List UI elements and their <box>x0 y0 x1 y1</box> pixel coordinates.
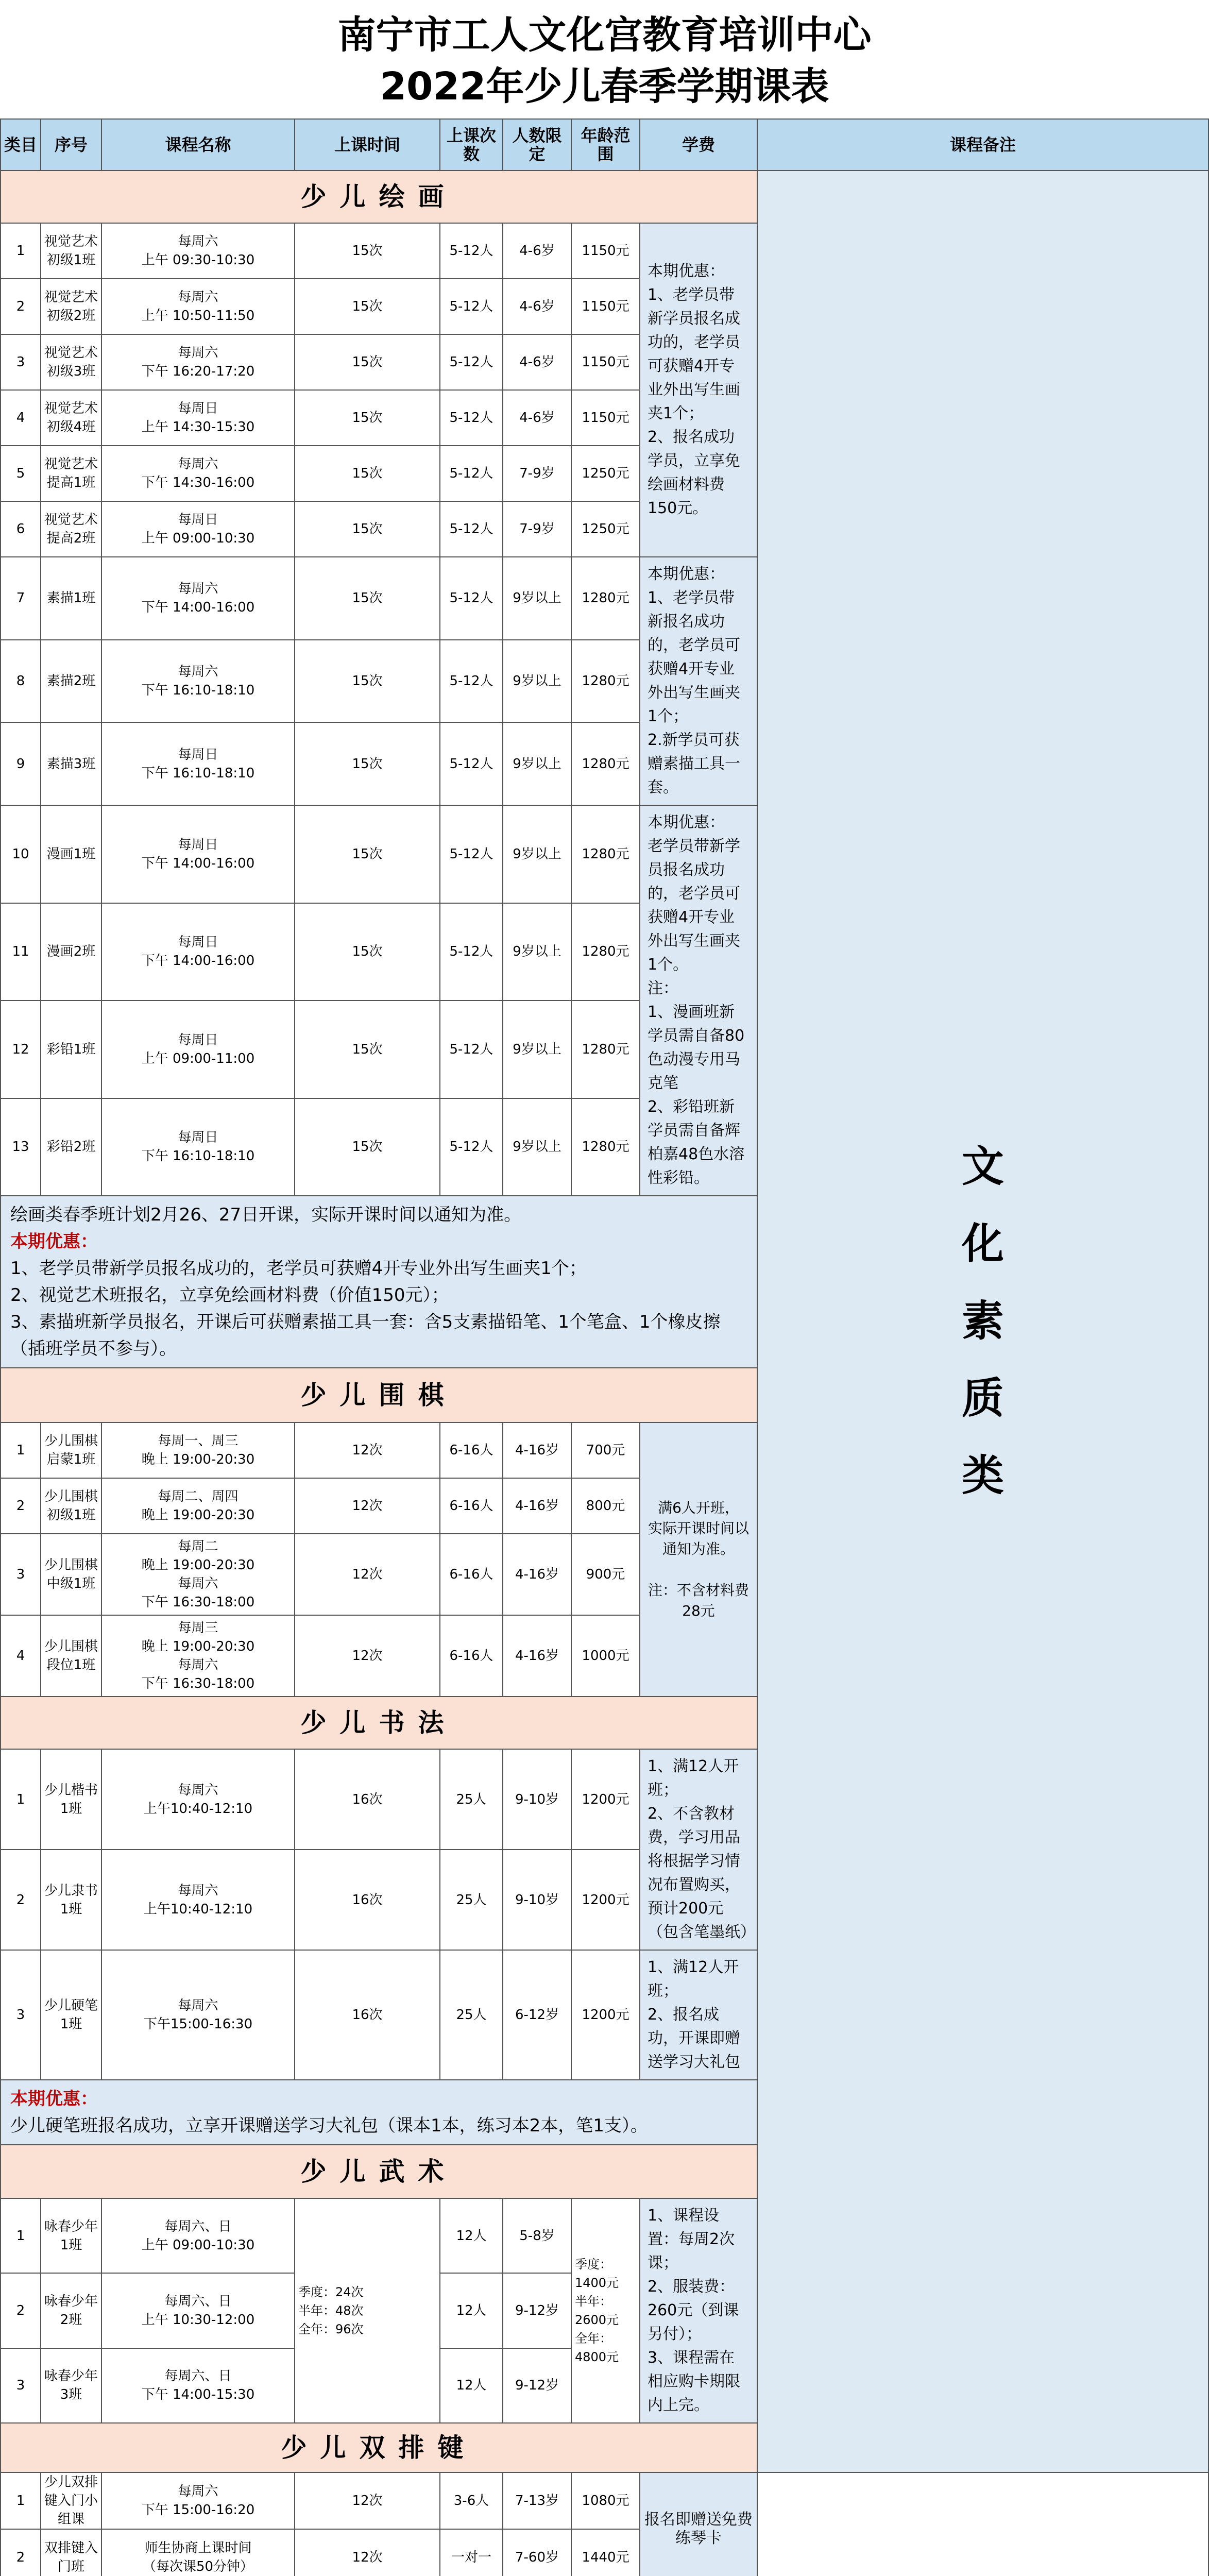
age-range: 9岁以上 <box>503 903 571 1001</box>
footer-item: 2、视觉艺术班报名，立享免绘画材料费（价值150元）； <box>10 1285 449 1306</box>
course-name: 少儿隶书1班 <box>41 1850 101 1950</box>
course-name: 咏春少年2班 <box>41 2273 101 2348</box>
tuition: 1440元 <box>571 2529 640 2576</box>
index: 11 <box>1 903 41 1001</box>
class-time: 每周六 下午 16:10-18:10 <box>101 640 295 723</box>
age-range: 4-16岁 <box>503 1422 571 1478</box>
class-time: 每周六 下午 14:00-16:00 <box>101 557 295 640</box>
age-range: 4-16岁 <box>503 1534 571 1615</box>
class-size: 5-12人 <box>440 501 503 557</box>
class-time: 每周六、日 下午 14:00-15:30 <box>101 2348 295 2423</box>
course-name: 彩铅2班 <box>41 1098 101 1196</box>
tuition: 1280元 <box>571 557 640 640</box>
remarks-note: 本期优惠： 老学员带新学员报名成功的，老学员可获赠4开专业外出写生画夹1个。 注： 1、漫画班新学员需自备80色动漫专用马克笔 2、彩铅班新学员需自备辉柏嘉48色水溶性彩铅。 <box>640 805 757 1196</box>
index: 13 <box>1 1098 41 1196</box>
course-name: 少儿双排键入门小组课 <box>41 2472 101 2529</box>
section-heading: 少儿绘画 <box>1 171 757 223</box>
class-size: 5-12人 <box>440 334 503 390</box>
class-size: 6-16人 <box>440 1615 503 1697</box>
course-name: 少儿围棋启蒙1班 <box>41 1422 101 1478</box>
age-range: 9岁以上 <box>503 640 571 723</box>
table-row <box>1 2472 1208 2529</box>
session-count: 15次 <box>295 390 440 446</box>
class-size: 12人 <box>440 2273 503 2348</box>
index: 2 <box>1 1478 41 1534</box>
course-name: 视觉艺术提高2班 <box>41 501 101 557</box>
course-name: 少儿楷书1班 <box>41 1749 101 1850</box>
index: 2 <box>1 2273 41 2348</box>
course-name: 素描1班 <box>41 557 101 640</box>
class-size: 5-12人 <box>440 557 503 640</box>
age-range: 4-16岁 <box>503 1615 571 1697</box>
class-time: 每周日 下午 16:10-18:10 <box>101 1098 295 1196</box>
tuition: 1280元 <box>571 722 640 805</box>
remarks-note: 本期优惠： 1、老学员带新学员报名成功的，老学员可获赠4开专业外出写生画夹1个； 2、报名成功学员，立享免绘画材料费150元。 <box>640 223 757 557</box>
column-header-tuition: 学费 <box>640 119 757 171</box>
category-text: 文化素质类 <box>962 1142 1004 1500</box>
remarks-note: 1、课程设置：每周2次课； 2、服装费：260元（到课另付）； 3、课程需在相应购卡期限内上完。 <box>640 2198 757 2423</box>
class-size: 6-16人 <box>440 1422 503 1478</box>
age-range: 6-12岁 <box>503 1950 571 2080</box>
index: 6 <box>1 501 41 557</box>
course-name: 双排键入门班 <box>41 2529 101 2576</box>
class-time: 每周六 下午 15:00-16:20 <box>101 2472 295 2529</box>
column-header-remarks: 课程备注 <box>757 119 1208 171</box>
tuition: 1280元 <box>571 805 640 903</box>
session-count: 12次 <box>295 1422 440 1478</box>
painting-footer <box>1 1196 757 1368</box>
column-header-age-range: 年龄范围 <box>571 119 640 171</box>
category-label <box>757 171 1208 2472</box>
class-size: 5-12人 <box>440 390 503 446</box>
age-range: 4-6岁 <box>503 279 571 334</box>
age-range: 7-9岁 <box>503 501 571 557</box>
section-heading: 少儿双排键 <box>1 2423 757 2472</box>
class-size: 5-12人 <box>440 1001 503 1098</box>
section-header-row <box>1 171 1208 223</box>
course-name: 视觉艺术初级4班 <box>41 390 101 446</box>
index: 1 <box>1 1749 41 1850</box>
tuition: 700元 <box>571 1422 640 1478</box>
course-name: 咏春少年1班 <box>41 2198 101 2273</box>
session-count: 15次 <box>295 223 440 279</box>
course-name: 少儿围棋段位1班 <box>41 1615 101 1697</box>
remarks-note: 满6人开班， 实际开课时间以通知为准。 注：不含材料费28元 <box>640 1422 757 1697</box>
tuition: 1150元 <box>571 334 640 390</box>
index: 10 <box>1 805 41 903</box>
class-time: 每周日 上午 14:30-15:30 <box>101 390 295 446</box>
course-name: 咏春少年3班 <box>41 2348 101 2423</box>
footer-item: 3、素描班新学员报名，开课后可获赠素描工具一套：含5支素描铅笔、1个笔盒、1个橡皮擦（插班学员不参与）。 <box>10 1312 721 1359</box>
session-count: 12次 <box>295 1478 440 1534</box>
index: 8 <box>1 640 41 723</box>
column-header-index: 序号 <box>41 119 101 171</box>
class-size: 5-12人 <box>440 223 503 279</box>
class-size: 12人 <box>440 2198 503 2273</box>
index: 12 <box>1 1001 41 1098</box>
session-count: 15次 <box>295 334 440 390</box>
tuition: 1200元 <box>571 1950 640 2080</box>
tuition: 1280元 <box>571 640 640 723</box>
class-time: 每周六 上午 10:50-11:50 <box>101 279 295 334</box>
index: 1 <box>1 2198 41 2273</box>
session-count: 12次 <box>295 2472 440 2529</box>
header-row <box>1 119 1208 171</box>
class-size: 5-12人 <box>440 446 503 501</box>
class-time: 每周日 上午 09:00-11:00 <box>101 1001 295 1098</box>
class-size: 25人 <box>440 1850 503 1950</box>
course-name: 视觉艺术初级3班 <box>41 334 101 390</box>
index: 5 <box>1 446 41 501</box>
session-count: 15次 <box>295 805 440 903</box>
class-time: 每周二 晚上 19:00-20:30 每周六 下午 16:30-18:00 <box>101 1534 295 1615</box>
class-size: 5-12人 <box>440 1098 503 1196</box>
section-heading: 少儿书法 <box>1 1697 757 1749</box>
session-count: 15次 <box>295 1001 440 1098</box>
class-size: 一对一 <box>440 2529 503 2576</box>
class-size: 12人 <box>440 2348 503 2423</box>
age-range: 9-12岁 <box>503 2273 571 2348</box>
index: 2 <box>1 279 41 334</box>
index: 3 <box>1 334 41 390</box>
footer-label: 本期优惠： <box>10 1231 98 1252</box>
session-count: 12次 <box>295 2529 440 2576</box>
column-header-course-name: 课程名称 <box>101 119 295 171</box>
remarks-note: 1、满12人开班； 2、不含教材费，学习用品将根据学习情况布置购买，预计200元（包含笔墨纸） <box>640 1749 757 1950</box>
age-range: 9岁以上 <box>503 1098 571 1196</box>
course-name: 漫画1班 <box>41 805 101 903</box>
remarks-note: 1、满12人开班； 2、报名成功，开课即赠送学习大礼包 <box>640 1950 757 2080</box>
index: 3 <box>1 2348 41 2423</box>
age-range: 7-13岁 <box>503 2472 571 2529</box>
calligraphy-footer <box>1 2080 757 2145</box>
class-time: 每周一、周三 晚上 19:00-20:30 <box>101 1422 295 1478</box>
section-heading: 少儿围棋 <box>1 1368 757 1422</box>
course-name: 少儿围棋初级1班 <box>41 1478 101 1534</box>
session-count: 15次 <box>295 557 440 640</box>
class-time: 每周六 下午15:00-16:30 <box>101 1950 295 2080</box>
class-time: 每周日 下午 14:00-16:00 <box>101 903 295 1001</box>
class-time: 每周日 下午 16:10-18:10 <box>101 722 295 805</box>
column-header-class-size: 人数限定 <box>503 119 571 171</box>
tuition: 1280元 <box>571 1001 640 1098</box>
class-time: 每周六、日 上午 09:00-10:30 <box>101 2198 295 2273</box>
session-count: 15次 <box>295 446 440 501</box>
age-range: 9岁以上 <box>503 557 571 640</box>
class-time: 每周六 上午 09:30-10:30 <box>101 223 295 279</box>
class-size: 25人 <box>440 1749 503 1850</box>
index: 9 <box>1 722 41 805</box>
tuition: 1280元 <box>571 1098 640 1196</box>
session-count: 15次 <box>295 903 440 1001</box>
session-count: 12次 <box>295 1615 440 1697</box>
class-time: 每周日 下午 14:00-16:00 <box>101 805 295 903</box>
session-count: 15次 <box>295 1098 440 1196</box>
class-size: 6-16人 <box>440 1534 503 1615</box>
index: 7 <box>1 557 41 640</box>
column-header-category: 类目 <box>1 119 41 171</box>
session-count: 15次 <box>295 640 440 723</box>
class-size: 5-12人 <box>440 903 503 1001</box>
age-range: 5-8岁 <box>503 2198 571 2273</box>
age-range: 4-6岁 <box>503 334 571 390</box>
class-size: 3-6人 <box>440 2472 503 2529</box>
course-name: 少儿围棋中级1班 <box>41 1534 101 1615</box>
class-time: 每周六 下午 14:30-16:00 <box>101 446 295 501</box>
class-time: 每周六、日 上午 10:30-12:00 <box>101 2273 295 2348</box>
course-name: 彩铅1班 <box>41 1001 101 1098</box>
tuition: 1150元 <box>571 390 640 446</box>
class-time: 每周六 下午 16:20-17:20 <box>101 334 295 390</box>
class-size: 25人 <box>440 1950 503 2080</box>
tuition: 1280元 <box>571 903 640 1001</box>
index: 3 <box>1 1534 41 1615</box>
tuition: 1150元 <box>571 223 640 279</box>
course-name: 素描3班 <box>41 722 101 805</box>
class-time: 每周六 上午10:40-12:10 <box>101 1850 295 1950</box>
index: 1 <box>1 2472 41 2529</box>
course-name: 视觉艺术初级2班 <box>41 279 101 334</box>
index: 2 <box>1 1850 41 1950</box>
session-count: 16次 <box>295 1749 440 1850</box>
session-count: 16次 <box>295 1850 440 1950</box>
session-count: 15次 <box>295 279 440 334</box>
age-range: 9-10岁 <box>503 1850 571 1950</box>
session-count: 12次 <box>295 1534 440 1615</box>
session-count: 15次 <box>295 501 440 557</box>
footer-item: 少儿硬笔班报名成功，立享开课赠送学习大礼包（课本1本，练习本2本，笔1支）。 <box>10 2115 648 2136</box>
age-range: 4-6岁 <box>503 223 571 279</box>
remarks-note: 报名即赠送免费练琴卡 <box>640 2472 757 2576</box>
class-time: 每周二、周四 晚上 19:00-20:30 <box>101 1478 295 1534</box>
age-range: 9岁以上 <box>503 805 571 903</box>
class-time: 每周日 上午 09:00-10:30 <box>101 501 295 557</box>
tuition: 800元 <box>571 1478 640 1534</box>
class-time: 每周六 上午10:40-12:10 <box>101 1749 295 1850</box>
tuition: 1000元 <box>571 1615 640 1697</box>
course-name: 视觉艺术提高1班 <box>41 446 101 501</box>
tuition: 1200元 <box>571 1749 640 1850</box>
session-count: 季度：24次 半年：48次 全年：96次 <box>295 2198 440 2423</box>
age-range: 4-6岁 <box>503 390 571 446</box>
table-row <box>1 2529 1208 2576</box>
session-count: 15次 <box>295 722 440 805</box>
index: 4 <box>1 1615 41 1697</box>
age-range: 7-60岁 <box>503 2529 571 2576</box>
class-size: 5-12人 <box>440 722 503 805</box>
class-size: 5-12人 <box>440 805 503 903</box>
class-size: 5-12人 <box>440 640 503 723</box>
page-subtitle: 2022年少儿春季学期课表 <box>380 64 829 109</box>
course-name: 视觉艺术初级1班 <box>41 223 101 279</box>
age-range: 9-12岁 <box>503 2348 571 2423</box>
index: 1 <box>1 223 41 279</box>
page-title: 南宁市工人文化宫教育培训中心 <box>337 13 872 57</box>
tuition: 季度：1400元 半年：2600元 全年：4800元 <box>571 2198 640 2423</box>
course-name: 素描2班 <box>41 640 101 723</box>
footer-line: 绘画类春季班计划2月26、27日开课，实际开课时间以通知为准。 <box>10 1205 522 1225</box>
class-time: 师生协商上课时间 （每次课50分钟） <box>101 2529 295 2576</box>
page-header <box>0 0 1209 118</box>
column-header-class-time: 上课时间 <box>295 119 440 171</box>
tuition: 1080元 <box>571 2472 640 2529</box>
age-range: 4-16岁 <box>503 1478 571 1534</box>
class-size: 5-12人 <box>440 279 503 334</box>
age-range: 9-10岁 <box>503 1749 571 1850</box>
footer-label: 本期优惠： <box>10 2089 98 2109</box>
age-range: 9岁以上 <box>503 722 571 805</box>
tuition: 1250元 <box>571 446 640 501</box>
schedule-table <box>0 118 1209 2576</box>
column-header-session-count: 上课次数 <box>440 119 503 171</box>
tuition: 900元 <box>571 1534 640 1615</box>
index: 2 <box>1 2529 41 2576</box>
index: 1 <box>1 1422 41 1478</box>
course-name: 漫画2班 <box>41 903 101 1001</box>
age-range: 9岁以上 <box>503 1001 571 1098</box>
class-size: 6-16人 <box>440 1478 503 1534</box>
remarks-note: 本期优惠： 1、老学员带新报名成功的，老学员可获赠4开专业外出写生画夹1个； 2.新学员可获赠素描工具一套。 <box>640 557 757 805</box>
age-range: 7-9岁 <box>503 446 571 501</box>
section-heading: 少儿武术 <box>1 2145 757 2198</box>
tuition: 1150元 <box>571 279 640 334</box>
course-name: 少儿硬笔1班 <box>41 1950 101 2080</box>
footer-item: 1、老学员带新学员报名成功的，老学员可获赠4开专业外出写生画夹1个； <box>10 1258 587 1279</box>
tuition: 1200元 <box>571 1850 640 1950</box>
index: 4 <box>1 390 41 446</box>
class-time: 每周三 晚上 19:00-20:30 每周六 下午 16:30-18:00 <box>101 1615 295 1697</box>
session-count: 16次 <box>295 1950 440 2080</box>
index: 3 <box>1 1950 41 2080</box>
tuition: 1250元 <box>571 501 640 557</box>
